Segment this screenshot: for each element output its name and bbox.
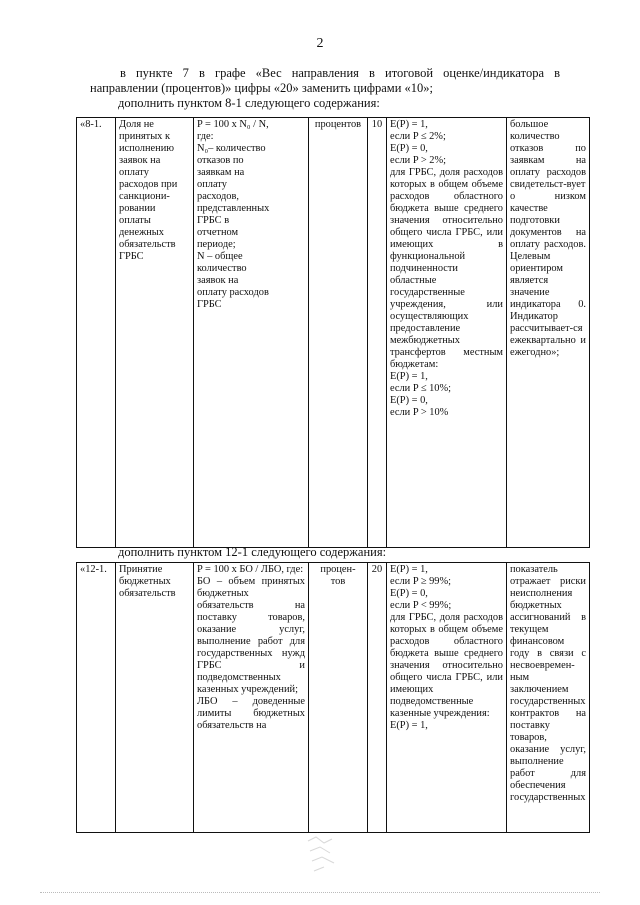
indicator-formula: P = 100 x N₀ / N, где: N₀– количество отказов по заявкам на оплату расходов, представленных ГРБС в отчетном периоде; N – общее количество заявок на оплату расходов ГРБС bbox=[194, 118, 309, 548]
intro-line-3: дополнить пунктом 12-1 следующего содержания: bbox=[118, 545, 387, 559]
indicator-description: показатель отражает риски неисполнения бюджетных ассигнований в текущем финансовом году в связи с несвоевремен-ным заключением государственных контрактов на поставку товаров, оказание услуг, выполнение работ для обеспечения государственных bbox=[507, 563, 590, 833]
indicator-weight: 10 bbox=[368, 118, 387, 548]
item-number: «12-1. bbox=[77, 563, 116, 833]
intro-line-1: в пункте 7 в графе «Вес направления в итоговой оценке/индикатора в направлении (процентов)» цифры «20» заменить цифрами «10»; bbox=[90, 66, 560, 95]
indicator-name: Доля не принятых к исполнению заявок на оплату расходов при санкциони- ровании оплаты денежных обязательств ГРБС bbox=[116, 118, 194, 548]
indicator-name: Принятие бюджетных обязательств bbox=[116, 563, 194, 833]
indicator-formula: P = 100 x БО / ЛБО, где: БО – объем принятых бюджетных обязательств на поставку товаров, оказание услуг, выполнение работ для государственных нужд ГРБС и подведомственных казенных учреждений; ЛБО – доведенные лимиты бюджетных обязательств на bbox=[194, 563, 309, 833]
indicator-unit: процен- тов bbox=[309, 563, 368, 833]
indicator-evaluation: E(P) = 1, если P ≤ 2%; E(P) = 0, если P > 2%; для ГРБС, доля расходов которых в общем объеме расходов областного бюджета выше среднего значения относительно общего числа ГРБС, или имеющих в функциональной подчиненности областные государственные учреждения, или осуществляющих предоставление межбюджетных трансфертов местным бюджетам: E(P) = 1, если P ≤ 10%; E(P) = 0, если P > 10% bbox=[387, 118, 507, 548]
indicator-evaluation: E(P) = 1, если P ≥ 99%; E(P) = 0, если P < 99%; для ГРБС, доля расходов которых в общем объеме расходов областного бюджета выше среднего значения относительно общего числа ГРБС, или имеющих подведомственные казенные учреждения: E(P) = 1, bbox=[387, 563, 507, 833]
indicator-table-8-1 bbox=[76, 117, 590, 548]
page-number: 2 bbox=[316, 36, 324, 51]
indicator-unit: процентов bbox=[309, 118, 368, 548]
intro-paragraph bbox=[90, 66, 560, 111]
table-row bbox=[77, 563, 590, 833]
item-number: «8-1. bbox=[77, 118, 116, 548]
indicator-description: большое количество отказов по заявкам на оплату расходов свидетельст-вует о низком качестве подготовки документов на оплату расходов. Целевым ориентиром является значение индикатора 0. Индикатор рассчитывает-ся ежеквартально и ежегодно»; bbox=[507, 118, 590, 548]
table-row bbox=[77, 118, 590, 548]
footer-divider bbox=[40, 892, 600, 893]
intro-line-2: дополнить пунктом 8-1 следующего содержания: bbox=[118, 96, 380, 110]
indicator-weight: 20 bbox=[368, 563, 387, 833]
indicator-table-12-1 bbox=[76, 562, 590, 833]
stamp-mark-icon bbox=[304, 835, 338, 875]
